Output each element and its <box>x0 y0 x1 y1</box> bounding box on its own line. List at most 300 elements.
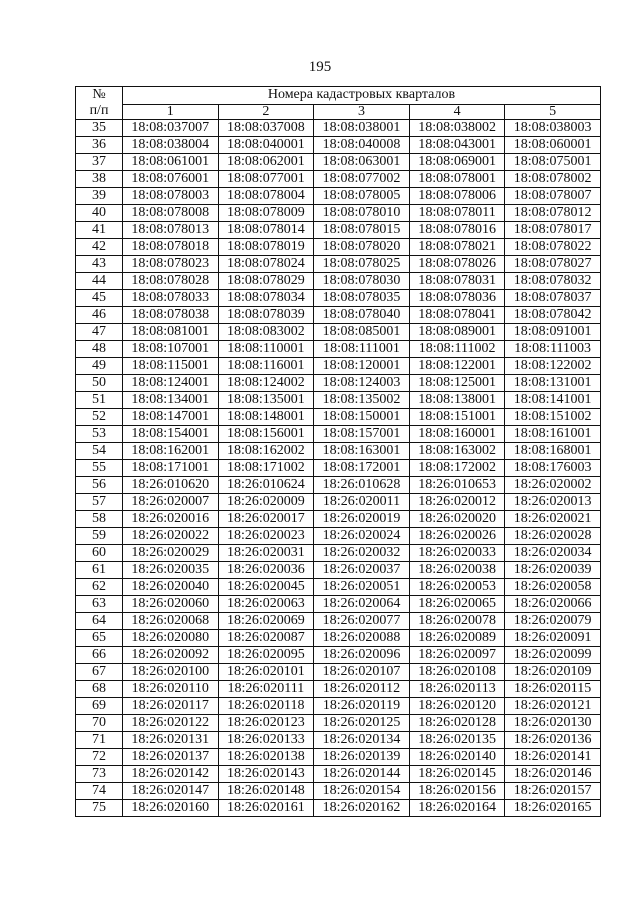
cadastral-number-cell: 18:08:115001 <box>123 358 219 375</box>
cadastral-number-cell: 18:08:078015 <box>314 222 410 239</box>
cadastral-number-cell: 18:26:020120 <box>409 698 505 715</box>
cadastral-number-cell: 18:08:125001 <box>409 375 505 392</box>
cadastral-number-cell: 18:26:020099 <box>505 647 601 664</box>
row-number: 63 <box>76 596 123 613</box>
table-row <box>76 528 601 545</box>
table-row <box>76 732 601 749</box>
cadastral-number-cell: 18:26:020164 <box>409 800 505 817</box>
cadastral-number-cell: 18:08:038002 <box>409 120 505 137</box>
cadastral-number-cell: 18:26:020089 <box>409 630 505 647</box>
cadastral-number-cell: 18:26:020032 <box>314 545 410 562</box>
cadastral-number-cell: 18:26:020145 <box>409 766 505 783</box>
cadastral-number-cell: 18:26:020109 <box>505 664 601 681</box>
cadastral-number-cell: 18:08:116001 <box>218 358 314 375</box>
cadastral-number-cell: 18:08:077001 <box>218 171 314 188</box>
column-number: 1 <box>123 104 219 119</box>
cadastral-number-cell: 18:08:076001 <box>123 171 219 188</box>
cadastral-number-cell: 18:26:020040 <box>123 579 219 596</box>
cadastral-number-cell: 18:08:037007 <box>123 120 219 137</box>
cadastral-number-cell: 18:08:078018 <box>123 239 219 256</box>
cadastral-number-cell: 18:08:062001 <box>218 154 314 171</box>
header-row-top <box>76 87 601 105</box>
cadastral-number-cell: 18:26:020036 <box>218 562 314 579</box>
cadastral-number-cell: 18:08:091001 <box>505 324 601 341</box>
cadastral-number-cell: 18:08:168001 <box>505 443 601 460</box>
cadastral-number-cell: 18:26:020134 <box>314 732 410 749</box>
table-row <box>76 613 601 630</box>
table-row <box>76 324 601 341</box>
row-number: 48 <box>76 341 123 358</box>
table-row <box>76 766 601 783</box>
cadastral-number-cell: 18:26:020029 <box>123 545 219 562</box>
table-row <box>76 239 601 256</box>
row-number-header-bottom: п/п <box>89 103 109 118</box>
cadastral-number-cell: 18:26:020069 <box>218 613 314 630</box>
cadastral-number-cell: 18:08:154001 <box>123 426 219 443</box>
cadastral-number-cell: 18:26:020028 <box>505 528 601 545</box>
cadastral-number-cell: 18:08:040008 <box>314 137 410 154</box>
cadastral-number-cell: 18:08:078029 <box>218 273 314 290</box>
row-number: 49 <box>76 358 123 375</box>
cadastral-number-cell: 18:08:078002 <box>505 171 601 188</box>
cadastral-number-cell: 18:08:078006 <box>409 188 505 205</box>
table-row <box>76 222 601 239</box>
cadastral-number-cell: 18:26:020065 <box>409 596 505 613</box>
cadastral-number-cell: 18:26:020112 <box>314 681 410 698</box>
row-number: 74 <box>76 783 123 800</box>
cadastral-number-cell: 18:08:089001 <box>409 324 505 341</box>
cadastral-number-cell: 18:26:020024 <box>314 528 410 545</box>
cadastral-number-cell: 18:08:078017 <box>505 222 601 239</box>
cadastral-number-cell: 18:08:038004 <box>123 137 219 154</box>
cadastral-number-cell: 18:26:020139 <box>314 749 410 766</box>
cadastral-number-cell: 18:08:150001 <box>314 409 410 426</box>
table-row <box>76 443 601 460</box>
cadastral-number-cell: 18:08:078001 <box>409 171 505 188</box>
cadastral-number-cell: 18:08:063001 <box>314 154 410 171</box>
row-number: 46 <box>76 307 123 324</box>
row-number: 45 <box>76 290 123 307</box>
cadastral-number-cell: 18:26:010624 <box>218 477 314 494</box>
cadastral-number-cell: 18:08:131001 <box>505 375 601 392</box>
cadastral-number-cell: 18:26:020022 <box>123 528 219 545</box>
table-row <box>76 307 601 324</box>
page-number: 195 <box>308 59 332 75</box>
cadastral-number-cell: 18:26:020091 <box>505 630 601 647</box>
cadastral-number-cell: 18:26:020137 <box>123 749 219 766</box>
table-row <box>76 273 601 290</box>
row-number: 68 <box>76 681 123 698</box>
table-row <box>76 579 601 596</box>
row-number: 56 <box>76 477 123 494</box>
row-number: 40 <box>76 205 123 222</box>
cadastral-number-cell: 18:26:020096 <box>314 647 410 664</box>
cadastral-number-cell: 18:26:020078 <box>409 613 505 630</box>
table-row <box>76 358 601 375</box>
cadastral-number-cell: 18:08:078014 <box>218 222 314 239</box>
table-row <box>76 120 601 137</box>
cadastral-number-cell: 18:08:124003 <box>314 375 410 392</box>
cadastral-number-cell: 18:26:020012 <box>409 494 505 511</box>
cadastral-number-cell: 18:26:020125 <box>314 715 410 732</box>
table-row <box>76 477 601 494</box>
row-number: 41 <box>76 222 123 239</box>
cadastral-number-cell: 18:26:020154 <box>314 783 410 800</box>
cadastral-number-cell: 18:26:020117 <box>123 698 219 715</box>
cadastral-number-cell: 18:08:043001 <box>409 137 505 154</box>
cadastral-number-cell: 18:26:020034 <box>505 545 601 562</box>
cadastral-number-cell: 18:08:110001 <box>218 341 314 358</box>
row-number: 65 <box>76 630 123 647</box>
row-number: 51 <box>76 392 123 409</box>
cadastral-number-cell: 18:26:020131 <box>123 732 219 749</box>
row-number: 72 <box>76 749 123 766</box>
cadastral-number-cell: 18:08:122001 <box>409 358 505 375</box>
table-row <box>76 562 601 579</box>
cadastral-number-cell: 18:26:020162 <box>314 800 410 817</box>
cadastral-number-cell: 18:08:163002 <box>409 443 505 460</box>
table-row <box>76 205 601 222</box>
cadastral-number-cell: 18:08:172002 <box>409 460 505 477</box>
cadastral-number-cell: 18:26:020113 <box>409 681 505 698</box>
table-row <box>76 715 601 732</box>
column-number: 2 <box>218 104 314 119</box>
row-number: 59 <box>76 528 123 545</box>
cadastral-number-cell: 18:26:020031 <box>218 545 314 562</box>
cadastral-number-cell: 18:08:078025 <box>314 256 410 273</box>
cadastral-number-cell: 18:08:147001 <box>123 409 219 426</box>
table-row <box>76 681 601 698</box>
column-number: 3 <box>314 104 410 119</box>
cadastral-number-cell: 18:08:148001 <box>218 409 314 426</box>
row-number: 69 <box>76 698 123 715</box>
cadastral-number-cell: 18:26:020160 <box>123 800 219 817</box>
cadastral-number-cell: 18:26:020148 <box>218 783 314 800</box>
column-number: 4 <box>409 104 505 119</box>
cadastral-number-cell: 18:08:060001 <box>505 137 601 154</box>
row-number: 38 <box>76 171 123 188</box>
cadastral-number-cell: 18:08:151002 <box>505 409 601 426</box>
row-number: 58 <box>76 511 123 528</box>
cadastral-number-cell: 18:26:020079 <box>505 613 601 630</box>
cadastral-number-cell: 18:08:157001 <box>314 426 410 443</box>
row-number: 61 <box>76 562 123 579</box>
cadastral-number-cell: 18:26:020077 <box>314 613 410 630</box>
cadastral-number-cell: 18:26:020140 <box>409 749 505 766</box>
row-number: 53 <box>76 426 123 443</box>
table-row <box>76 341 601 358</box>
cadastral-number-cell: 18:08:078024 <box>218 256 314 273</box>
row-number: 62 <box>76 579 123 596</box>
cadastral-number-cell: 18:08:078030 <box>314 273 410 290</box>
cadastral-number-cell: 18:08:078020 <box>314 239 410 256</box>
cadastral-number-cell: 18:08:111002 <box>409 341 505 358</box>
cadastral-number-cell: 18:26:020122 <box>123 715 219 732</box>
cadastral-number-cell: 18:26:020133 <box>218 732 314 749</box>
table-body <box>76 120 601 817</box>
cadastral-number-cell: 18:26:020118 <box>218 698 314 715</box>
row-number: 54 <box>76 443 123 460</box>
cadastral-number-cell: 18:08:156001 <box>218 426 314 443</box>
cadastral-number-cell: 18:26:020107 <box>314 664 410 681</box>
table-row <box>76 375 601 392</box>
cadastral-number-cell: 18:08:078016 <box>409 222 505 239</box>
table-row <box>76 647 601 664</box>
cadastral-number-cell: 18:26:020138 <box>218 749 314 766</box>
cadastral-number-cell: 18:26:020128 <box>409 715 505 732</box>
cadastral-number-cell: 18:08:078034 <box>218 290 314 307</box>
cadastral-number-cell: 18:08:124001 <box>123 375 219 392</box>
cadastral-number-cell: 18:08:171002 <box>218 460 314 477</box>
row-number: 73 <box>76 766 123 783</box>
table-row <box>76 460 601 477</box>
cadastral-number-cell: 18:26:020009 <box>218 494 314 511</box>
cadastral-number-cell: 18:08:038003 <box>505 120 601 137</box>
header-row-column-numbers <box>76 104 601 119</box>
cadastral-number-cell: 18:26:020017 <box>218 511 314 528</box>
row-number: 36 <box>76 137 123 154</box>
cadastral-number-cell: 18:08:134001 <box>123 392 219 409</box>
cadastral-number-cell: 18:26:020097 <box>409 647 505 664</box>
cadastral-number-cell: 18:08:124002 <box>218 375 314 392</box>
table-header <box>76 87 601 120</box>
cadastral-number-cell: 18:26:020136 <box>505 732 601 749</box>
cadastral-number-cell: 18:26:020007 <box>123 494 219 511</box>
cadastral-number-cell: 18:08:078022 <box>505 239 601 256</box>
cadastral-number-cell: 18:08:078028 <box>123 273 219 290</box>
row-number: 42 <box>76 239 123 256</box>
cadastral-number-cell: 18:26:020092 <box>123 647 219 664</box>
cadastral-number-cell: 18:26:020033 <box>409 545 505 562</box>
cadastral-number-cell: 18:08:038001 <box>314 120 410 137</box>
row-number: 43 <box>76 256 123 273</box>
row-number: 67 <box>76 664 123 681</box>
cadastral-number-cell: 18:26:010620 <box>123 477 219 494</box>
cadastral-number-cell: 18:26:020060 <box>123 596 219 613</box>
cadastral-number-cell: 18:26:020039 <box>505 562 601 579</box>
row-number: 71 <box>76 732 123 749</box>
cadastral-number-cell: 18:08:078011 <box>409 205 505 222</box>
cadastral-number-cell: 18:08:078040 <box>314 307 410 324</box>
cadastral-number-cell: 18:26:020142 <box>123 766 219 783</box>
row-number: 60 <box>76 545 123 562</box>
cadastral-number-cell: 18:26:020045 <box>218 579 314 596</box>
table-row <box>76 154 601 171</box>
cadastral-number-cell: 18:08:078007 <box>505 188 601 205</box>
cadastral-number-cell: 18:26:020020 <box>409 511 505 528</box>
table-row <box>76 256 601 273</box>
cadastral-number-cell: 18:08:078031 <box>409 273 505 290</box>
cadastral-number-cell: 18:08:078042 <box>505 307 601 324</box>
cadastral-number-cell: 18:26:020080 <box>123 630 219 647</box>
cadastral-number-cell: 18:26:020013 <box>505 494 601 511</box>
cadastral-number-cell: 18:26:020023 <box>218 528 314 545</box>
table-row <box>76 511 601 528</box>
cadastral-number-cell: 18:26:020021 <box>505 511 601 528</box>
table-row <box>76 392 601 409</box>
cadastral-number-cell: 18:26:020101 <box>218 664 314 681</box>
table-row <box>76 749 601 766</box>
table-row <box>76 188 601 205</box>
cadastral-number-cell: 18:26:020144 <box>314 766 410 783</box>
table-row <box>76 426 601 443</box>
cadastral-number-cell: 18:26:020026 <box>409 528 505 545</box>
table-row <box>76 137 601 154</box>
cadastral-number-cell: 18:08:135001 <box>218 392 314 409</box>
cadastral-number-cell: 18:26:020058 <box>505 579 601 596</box>
cadastral-number-cell: 18:26:020141 <box>505 749 601 766</box>
cadastral-number-cell: 18:26:020147 <box>123 783 219 800</box>
cadastral-number-cell: 18:26:020110 <box>123 681 219 698</box>
row-number: 55 <box>76 460 123 477</box>
cadastral-number-cell: 18:26:020016 <box>123 511 219 528</box>
cadastral-number-cell: 18:08:176003 <box>505 460 601 477</box>
cadastral-number-cell: 18:26:020135 <box>409 732 505 749</box>
cadastral-number-cell: 18:08:078019 <box>218 239 314 256</box>
cadastral-number-cell: 18:08:078036 <box>409 290 505 307</box>
cadastral-number-cell: 18:26:020115 <box>505 681 601 698</box>
cadastral-number-cell: 18:26:020063 <box>218 596 314 613</box>
cadastral-number-cell: 18:08:138001 <box>409 392 505 409</box>
cadastral-number-cell: 18:08:120001 <box>314 358 410 375</box>
cadastral-number-cell: 18:26:020038 <box>409 562 505 579</box>
table-row <box>76 171 601 188</box>
cadastral-number-cell: 18:08:078039 <box>218 307 314 324</box>
cadastral-number-cell: 18:08:160001 <box>409 426 505 443</box>
cadastral-number-cell: 18:26:020123 <box>218 715 314 732</box>
row-number: 35 <box>76 120 123 137</box>
cadastral-number-cell: 18:26:020100 <box>123 664 219 681</box>
cadastral-number-cell: 18:26:020051 <box>314 579 410 596</box>
cadastral-number-cell: 18:26:020035 <box>123 562 219 579</box>
row-number-header <box>76 87 123 120</box>
row-number: 57 <box>76 494 123 511</box>
cadastral-number-cell: 18:26:020156 <box>409 783 505 800</box>
cadastral-number-cell: 18:26:020064 <box>314 596 410 613</box>
cadastral-number-cell: 18:08:135002 <box>314 392 410 409</box>
cadastral-number-cell: 18:08:078038 <box>123 307 219 324</box>
table-row <box>76 409 601 426</box>
cadastral-number-cell: 18:08:078027 <box>505 256 601 273</box>
cadastral-number-cell: 18:26:020002 <box>505 477 601 494</box>
cadastral-number-cell: 18:26:020019 <box>314 511 410 528</box>
cadastral-number-cell: 18:08:107001 <box>123 341 219 358</box>
row-number: 50 <box>76 375 123 392</box>
table-row <box>76 698 601 715</box>
cadastral-number-cell: 18:08:122002 <box>505 358 601 375</box>
cadastral-number-cell: 18:08:078041 <box>409 307 505 324</box>
cadastral-number-cell: 18:26:020161 <box>218 800 314 817</box>
cadastral-number-cell: 18:08:078032 <box>505 273 601 290</box>
table-row <box>76 545 601 562</box>
cadastral-number-cell: 18:08:078013 <box>123 222 219 239</box>
row-number: 39 <box>76 188 123 205</box>
cadastral-number-cell: 18:08:078003 <box>123 188 219 205</box>
cadastral-number-cell: 18:26:020121 <box>505 698 601 715</box>
cadastral-number-cell: 18:08:077002 <box>314 171 410 188</box>
table-row <box>76 800 601 817</box>
cadastral-number-cell: 18:08:040001 <box>218 137 314 154</box>
row-number: 75 <box>76 800 123 817</box>
cadastral-number-cell: 18:08:078035 <box>314 290 410 307</box>
cadastral-number-cell: 18:08:078012 <box>505 205 601 222</box>
row-number: 47 <box>76 324 123 341</box>
row-number: 37 <box>76 154 123 171</box>
cadastral-number-cell: 18:08:078023 <box>123 256 219 273</box>
cadastral-number-cell: 18:08:061001 <box>123 154 219 171</box>
cadastral-number-cell: 18:26:010653 <box>409 477 505 494</box>
row-number: 70 <box>76 715 123 732</box>
cadastral-number-cell: 18:08:078008 <box>123 205 219 222</box>
cadastral-number-cell: 18:08:172001 <box>314 460 410 477</box>
cadastral-number-cell: 18:08:075001 <box>505 154 601 171</box>
cadastral-number-cell: 18:08:111003 <box>505 341 601 358</box>
table-row <box>76 290 601 307</box>
cadastral-number-cell: 18:26:020143 <box>218 766 314 783</box>
cadastral-number-cell: 18:08:163001 <box>314 443 410 460</box>
cadastral-number-cell: 18:08:081001 <box>123 324 219 341</box>
column-number: 5 <box>505 104 601 119</box>
cadastral-number-cell: 18:26:020011 <box>314 494 410 511</box>
cadastral-number-cell: 18:08:162002 <box>218 443 314 460</box>
group-header: Номера кадастровых кварталов <box>123 87 601 105</box>
cadastral-number-cell: 18:08:111001 <box>314 341 410 358</box>
cadastral-number-cell: 18:26:020087 <box>218 630 314 647</box>
cadastral-number-cell: 18:08:078004 <box>218 188 314 205</box>
table-row <box>76 596 601 613</box>
cadastral-number-cell: 18:26:020108 <box>409 664 505 681</box>
row-number: 52 <box>76 409 123 426</box>
cadastral-number-cell: 18:08:171001 <box>123 460 219 477</box>
table-row <box>76 664 601 681</box>
row-number: 44 <box>76 273 123 290</box>
cadastral-number-cell: 18:08:083002 <box>218 324 314 341</box>
cadastral-number-cell: 18:26:010628 <box>314 477 410 494</box>
row-number: 66 <box>76 647 123 664</box>
cadastral-number-cell: 18:26:020119 <box>314 698 410 715</box>
cadastral-number-cell: 18:26:020111 <box>218 681 314 698</box>
cadastral-number-cell: 18:26:020066 <box>505 596 601 613</box>
cadastral-number-cell: 18:26:020068 <box>123 613 219 630</box>
cadastral-number-cell: 18:08:078026 <box>409 256 505 273</box>
row-number-header-top: № <box>92 87 106 102</box>
cadastral-number-cell: 18:08:162001 <box>123 443 219 460</box>
cadastral-number-cell: 18:08:078037 <box>505 290 601 307</box>
cadastral-number-cell: 18:08:151001 <box>409 409 505 426</box>
table-row <box>76 630 601 647</box>
cadastral-number-cell: 18:08:078021 <box>409 239 505 256</box>
cadastral-number-cell: 18:26:020146 <box>505 766 601 783</box>
cadastral-number-cell: 18:26:020095 <box>218 647 314 664</box>
cadastral-number-cell: 18:08:161001 <box>505 426 601 443</box>
row-number: 64 <box>76 613 123 630</box>
cadastral-number-cell: 18:08:078005 <box>314 188 410 205</box>
cadastral-number-cell: 18:26:020157 <box>505 783 601 800</box>
cadastral-number-cell: 18:08:085001 <box>314 324 410 341</box>
cadastral-number-cell: 18:26:020165 <box>505 800 601 817</box>
cadastral-number-cell: 18:26:020053 <box>409 579 505 596</box>
cadastral-number-cell: 18:26:020130 <box>505 715 601 732</box>
cadastral-number-cell: 18:26:020088 <box>314 630 410 647</box>
cadastral-number-cell: 18:08:078033 <box>123 290 219 307</box>
cadastral-number-cell: 18:08:078010 <box>314 205 410 222</box>
cadastral-quarters-table <box>75 86 601 817</box>
cadastral-number-cell: 18:08:037008 <box>218 120 314 137</box>
table-row <box>76 783 601 800</box>
table-row <box>76 494 601 511</box>
cadastral-number-cell: 18:08:141001 <box>505 392 601 409</box>
cadastral-number-cell: 18:08:069001 <box>409 154 505 171</box>
